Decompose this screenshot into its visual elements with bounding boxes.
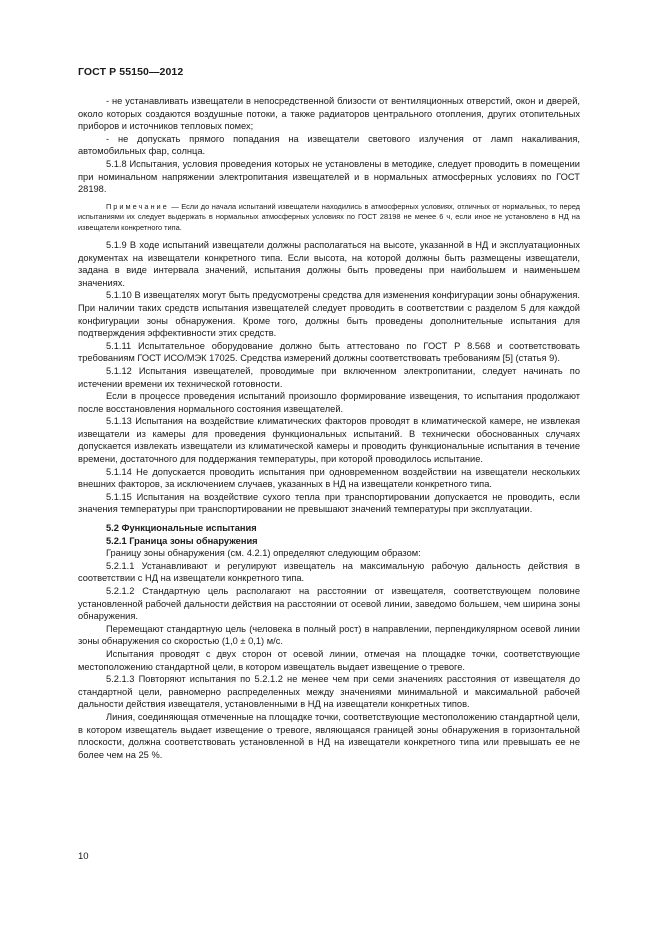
subsection-heading: 5.2.1 Граница зоны обнаружения — [106, 535, 258, 546]
paragraph: - не допускать прямого попадания на извещатели светового излучения от ламп накаливания, автомобильных фар, солнца. — [78, 133, 580, 157]
paragraph: 5.1.13 Испытания на воздействие климатических факторов проводят в климатической камере, не извлекая извещатели из камеры для проведения функциональных испытаний. В технически обоснованных случаях допускается извлекать извещатели из климатической камеры и проводить функциональные испытания в течение времени, достаточного для поддержания температуры, при которой проводилось испытание. — [78, 416, 580, 465]
paragraph: 5.2.1.2 Стандартную цель располагают на расстоянии от извещателя, соответствующем половине установленной рабочей дальности действия на расстоянии от осевой линии, заведомо большем, чем ширина зоны обнаружения. — [78, 586, 580, 622]
note — [78, 202, 580, 233]
paragraph: Испытания проводят с двух сторон от осевой линии, отмечая на площадке точки, соответствующие местоположению стандартной цели, в котором извещатель выдает извещение о тревоге. — [78, 648, 580, 672]
paragraph: 5.1.10 В извещателях могут быть предусмотрены средства для изменения конфигурации зоны обнаружения. При наличии таких средств испытания извещателей следует проводить в соответствии с разделом 5 для каждой конфигурации зоны обнаружения. Кроме того, должны быть проведены дополнительные испытания для подтверждения эффективности этих средств. — [78, 290, 580, 339]
paragraph: Если в процессе проведения испытаний произошло формирование извещения, то испытания продолжают после восстановления нормального состояния извещателей. — [78, 391, 580, 414]
paragraph: - не устанавливать извещатели в непосредственной близости от вентиляционных отверстий, окон и дверей, около которых создаются воздушные потоки, а также радиаторов центрального отопления, других отопительных приборов и источников тепловых помех; — [78, 96, 580, 132]
paragraph: 5.1.8 Испытания, условия проведения которых не установлены в методике, следует проводить в помещении при номинальном напряжении электропитания извещателей и в нормальных атмосферных условиях по ГОСТ 28198. — [78, 158, 580, 195]
paragraph: 5.1.14 Не допускается проводить испытания при одновременном воздействии на извещатели нескольких внешних факторов, за исключением случаев, указанных в НД на извещатели конкретного типа. — [78, 466, 580, 490]
paragraph: Линия, соединяющая отмеченные на площадке точки, соответствующие местоположению стандартной цели, в котором извещатель выдает извещение о тревоге, являющаяся границей зоны обнаружения в горизонтальной плоскости, должна соответствовать установленной в НД на извещатели конкретного типа или превышать ее не более чем на 25 %. — [78, 711, 580, 760]
note-label: Примечание — [106, 201, 169, 211]
paragraph: Границу зоны обнаружения (см. 4.2.1) определяют следующим образом: — [106, 548, 421, 559]
section-heading: 5.2 Функциональные испытания — [106, 523, 257, 534]
note-text: — Если до начала испытаний извещатели находились в атмосферных условиях, отличных от нормальных, то перед испытаниями их следует выдержать в нормальных атмосферных условиях по ГОСТ 28198 не менее 6 ч, если иное не установлено в НД на извещатели конкретного типа. — [78, 201, 580, 232]
paragraph: 5.1.12 Испытания извещателей, проводимые при включенном электропитании, следует начинать по истечении времени их технической готовности. — [78, 365, 580, 389]
paragraph: 5.1.11 Испытательное оборудование должно быть аттестовано по ГОСТ Р 8.568 и соответствовать требованиям ГОСТ ИСО/МЭК 17025. Средства измерений должны соответствовать требованиям [5] (статья 9). — [78, 340, 580, 364]
paragraph: 5.1.9 В ходе испытаний извещатели должны располагаться на высоте, указанной в НД и эксплуатационных документах на извещатели конкретного типа. Если высота, на которой должны быть размещены извещатели, задана в виде интервала значений, испытания должны быть проведены при наибольшем и наименьшем значениях. — [78, 239, 580, 288]
page-number: 10 — [78, 851, 89, 862]
paragraph: 5.1.15 Испытания на воздействие сухого тепла при транспортировании допускается не проводить, если значения температуры при транспортировании не превышают значений температуры при эксплуатации. — [78, 491, 580, 515]
document-body — [78, 95, 580, 761]
paragraph: 5.2.1.3 Повторяют испытания по 5.2.1.2 не менее чем при семи значениях расстояния от извещателя до стандартной цели, равномерно распределенных между значениями минимальной и максимальной рабочей дальности действия извещателя, установленными в НД на извещатели конкретных типов. — [78, 674, 580, 710]
paragraph: 5.2.1.1 Устанавливают и регулируют извещатель на максимальную рабочую дальность действия в соответствии с НД на извещатели конкретного типа. — [78, 560, 580, 584]
document-header: ГОСТ Р 55150—2012 — [78, 66, 184, 78]
paragraph: Перемещают стандартную цель (человека в полный рост) в направлении, перпендикулярном осевой линии зоны обнаружения со скоростью (1,0 ± 0,1) м/с. — [78, 623, 580, 647]
